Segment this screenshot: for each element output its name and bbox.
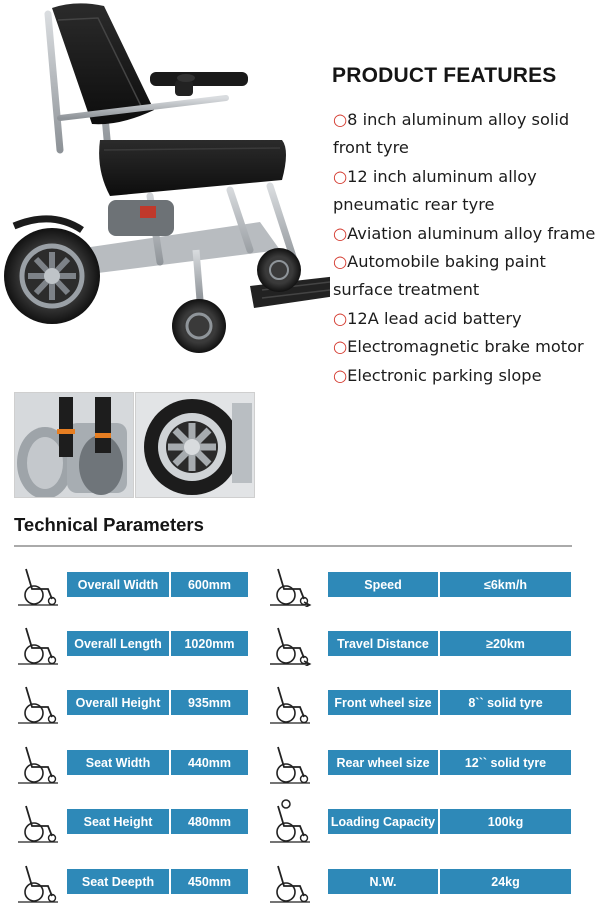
bullet-circle-icon: ○ [333,110,348,129]
wheelchair-side-seat-depth-icon [14,858,62,904]
feature-text: 12A lead acid battery [347,308,522,328]
brake-motor-detail-photo [14,392,134,498]
parameter-row [328,690,571,715]
bullet-circle-icon: ○ [333,223,348,243]
feature-item [333,362,598,390]
parameter-value: 480mm [171,809,248,834]
technical-parameters-title: Technical Parameters [14,514,204,535]
parameter-row [328,809,571,834]
feature-text: Aviation aluminum alloy frame [347,223,596,243]
parameter-name: Rear wheel size [328,750,438,775]
parameter-value: 100kg [440,809,571,834]
wheelchair-side-length-icon [14,620,62,666]
parameter-value: 440mm [171,750,248,775]
feature-text: Electronic parking slope [347,365,542,385]
parameter-value: 600mm [171,572,248,597]
parameter-value: ≥20km [440,631,571,656]
parameter-value: 1020mm [171,631,248,656]
bullet-circle-icon: ○ [333,337,348,357]
parameter-name: Seat Deepth [67,869,169,894]
parameter-row [67,572,248,597]
rear-wheel-detail-photo [135,392,255,498]
parameter-value: 12`` solid tyre [440,750,571,775]
feature-text: Automobile baking paint surface treatment [333,252,546,300]
wheelchair-speed-icon [266,561,314,607]
feature-item [333,106,598,163]
feature-item [333,248,598,305]
wheelchair-weight-icon [266,858,314,904]
product-features-title: PRODUCT FEATURES [332,64,557,87]
parameter-value: 24kg [440,869,571,894]
parameter-value: ≤6km/h [440,572,571,597]
wheelchair-distance-icon [266,620,314,666]
parameter-name: Speed [328,572,438,597]
parameter-name: Seat Width [67,750,169,775]
parameter-row [67,631,248,656]
feature-text: 8 inch aluminum alloy solid front tyre [333,110,570,158]
wheelchair-product-image [0,0,330,385]
parameter-name: Seat Height [67,809,169,834]
bullet-circle-icon: ○ [333,252,348,272]
feature-text: 12 inch aluminum alloy pneumatic rear tyre [333,166,537,215]
parameter-name: Overall Length [67,631,169,656]
wheelchair-front-wheel-icon [266,679,314,725]
section-divider [14,545,572,547]
wheelchair-side-height-icon [14,679,62,725]
parameter-row [328,631,571,656]
bullet-circle-icon: ○ [333,166,348,186]
product-features-list [333,106,598,390]
parameter-row [67,809,248,834]
parameter-name: Travel Distance [328,631,438,656]
parameter-row [67,750,248,775]
bullet-circle-icon: ○ [333,308,348,328]
parameter-value: 450mm [171,869,248,894]
parameter-name: Front wheel size [328,690,438,715]
wheelchair-front-width-icon [14,561,62,607]
parameter-value: 8`` solid tyre [440,690,571,715]
parameter-row [328,572,571,597]
feature-item [333,305,598,333]
parameter-name: Overall Height [67,690,169,715]
parameter-name: Loading Capacity [328,809,438,834]
feature-item [333,220,598,248]
parameter-row [67,690,248,715]
feature-item [333,333,598,361]
parameter-row [328,750,571,775]
wheelchair-side-seat-height-icon [14,798,62,844]
parameter-value: 935mm [171,690,248,715]
parameter-name: Overall Width [67,572,169,597]
wheelchair-rear-wheel-icon [266,739,314,785]
feature-item [333,163,598,220]
bullet-circle-icon: ○ [333,365,348,385]
parameter-row [328,869,571,894]
parameter-name: N.W. [328,869,438,894]
feature-text: Electromagnetic brake motor [347,337,584,357]
parameter-row [67,869,248,894]
wheelchair-user-capacity-icon [266,798,314,844]
wheelchair-front-seat-width-icon [14,739,62,785]
